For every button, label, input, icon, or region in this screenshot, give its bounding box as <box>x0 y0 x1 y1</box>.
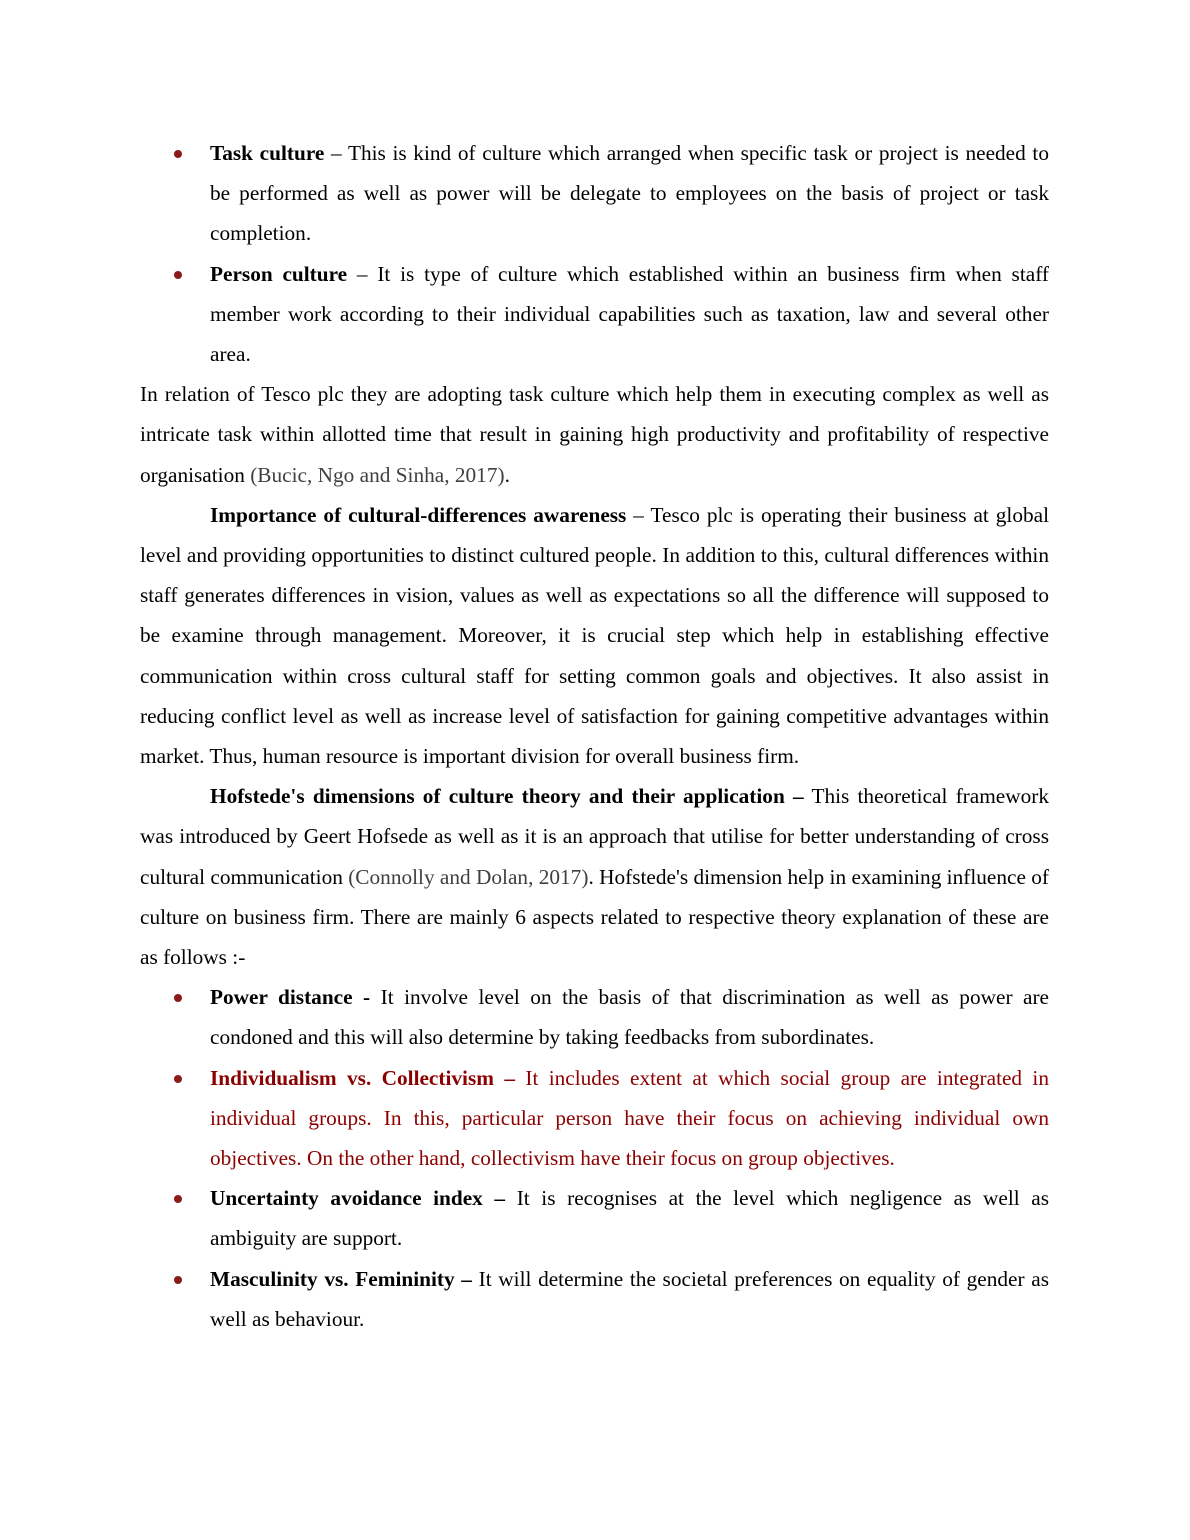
paragraph-text: This theoretical framework was introduced by Geert Hofsede as well as it is an approach that utilise for better understanding of cross cultural communication <box>140 784 1050 889</box>
paragraph-text-cont: . Hofstede's dimension help in examining influence of culture on business firm. There are mainly 6 aspects related to respective theory explanation of these are as follows :- <box>140 864 1049 970</box>
list-item-text: It includes extent at which social group are integrated in individual groups. In this, particular person have their focus on achieving individual own objectives. On the other hand, collectivism have their focus on group objectives. <box>210 1065 1049 1171</box>
list-item-text: It will determine the societal preferences on equality of gender as well as behaviour. <box>210 1266 1049 1331</box>
paragraph-tesco-task-culture <box>140 374 1049 495</box>
list-item-term: Individualism vs. Collectivism – <box>210 1065 515 1090</box>
list-item-power-distance <box>140 977 1049 1057</box>
hofstede-dimensions-list <box>140 977 1049 1339</box>
list-item-text: It is recognises at the level which negligence as well as ambiguity are support. <box>210 1186 1050 1251</box>
paragraph-hofstede <box>140 776 1049 977</box>
list-item-separator: – <box>347 261 378 286</box>
list-item-masculinity <box>140 1259 1049 1339</box>
paragraph-heading: Importance of cultural-differences awareness <box>210 502 627 527</box>
bullet-icon <box>174 994 182 1002</box>
list-item-term: Uncertainty avoidance index – <box>210 1186 506 1211</box>
document-page <box>140 133 1049 1339</box>
bullet-icon <box>174 150 182 158</box>
list-item-text: This is kind of culture which arranged when specific task or project is needed to be performed as well as power will be delegate to employees on the basis of project or task completion. <box>210 141 1049 246</box>
citation: (Connolly and Dolan, 2017) <box>348 864 589 889</box>
paragraph-cultural-differences <box>140 495 1049 776</box>
citation: (Bucic, Ngo and Sinha, 2017) <box>250 462 505 487</box>
list-item-text: It is type of culture which established within an business firm when staff member work according to their individual capabilities such as taxation, law and several other area. <box>210 261 1049 367</box>
list-item-term: Person culture <box>210 261 348 286</box>
bullet-icon <box>174 1195 182 1203</box>
list-item-term: Task culture <box>210 141 325 165</box>
list-item-text: It involve level on the basis of that discrimination as well as power are condoned and this will also determine by taking feedbacks from subordinates. <box>210 985 1049 1050</box>
list-item-person-culture <box>140 254 1049 375</box>
culture-types-list <box>140 133 1049 374</box>
paragraph-text: – Tesco plc is operating their business at global level and providing opportunities to distinct cultured people. In addition to this, cultural differences within staff generates differences in vision, values as well as expectations so all the difference will supposed to be examine through management. Moreover, it is crucial step which help in establishing effective communication within cross cultural staff for setting common goals and objectives. It also assist in reducing conflict level as well as increase level of satisfaction for gaining competitive advantages within market. Thus, human resource is important division for overall business firm. <box>140 502 1050 769</box>
paragraph-heading: Hofstede's dimensions of culture theory and their application – <box>210 784 804 809</box>
bullet-icon <box>174 271 182 279</box>
list-item-separator: – <box>324 141 348 165</box>
list-item-individualism <box>140 1058 1049 1179</box>
bullet-icon <box>174 1276 182 1284</box>
paragraph-text: In relation of Tesco plc they are adopting task culture which help them in executing complex as well as intricate task within allotted time that result in gaining high productivity and profitability of respective organisation <box>140 382 1049 487</box>
list-item-term: Power distance - <box>210 985 371 1010</box>
paragraph-end: . <box>504 462 510 487</box>
list-item-term: Masculinity vs. Femininity – <box>210 1266 472 1291</box>
bullet-icon <box>174 1075 182 1083</box>
list-item-task-culture <box>140 133 1049 254</box>
list-item-uncertainty-avoidance <box>140 1178 1049 1258</box>
